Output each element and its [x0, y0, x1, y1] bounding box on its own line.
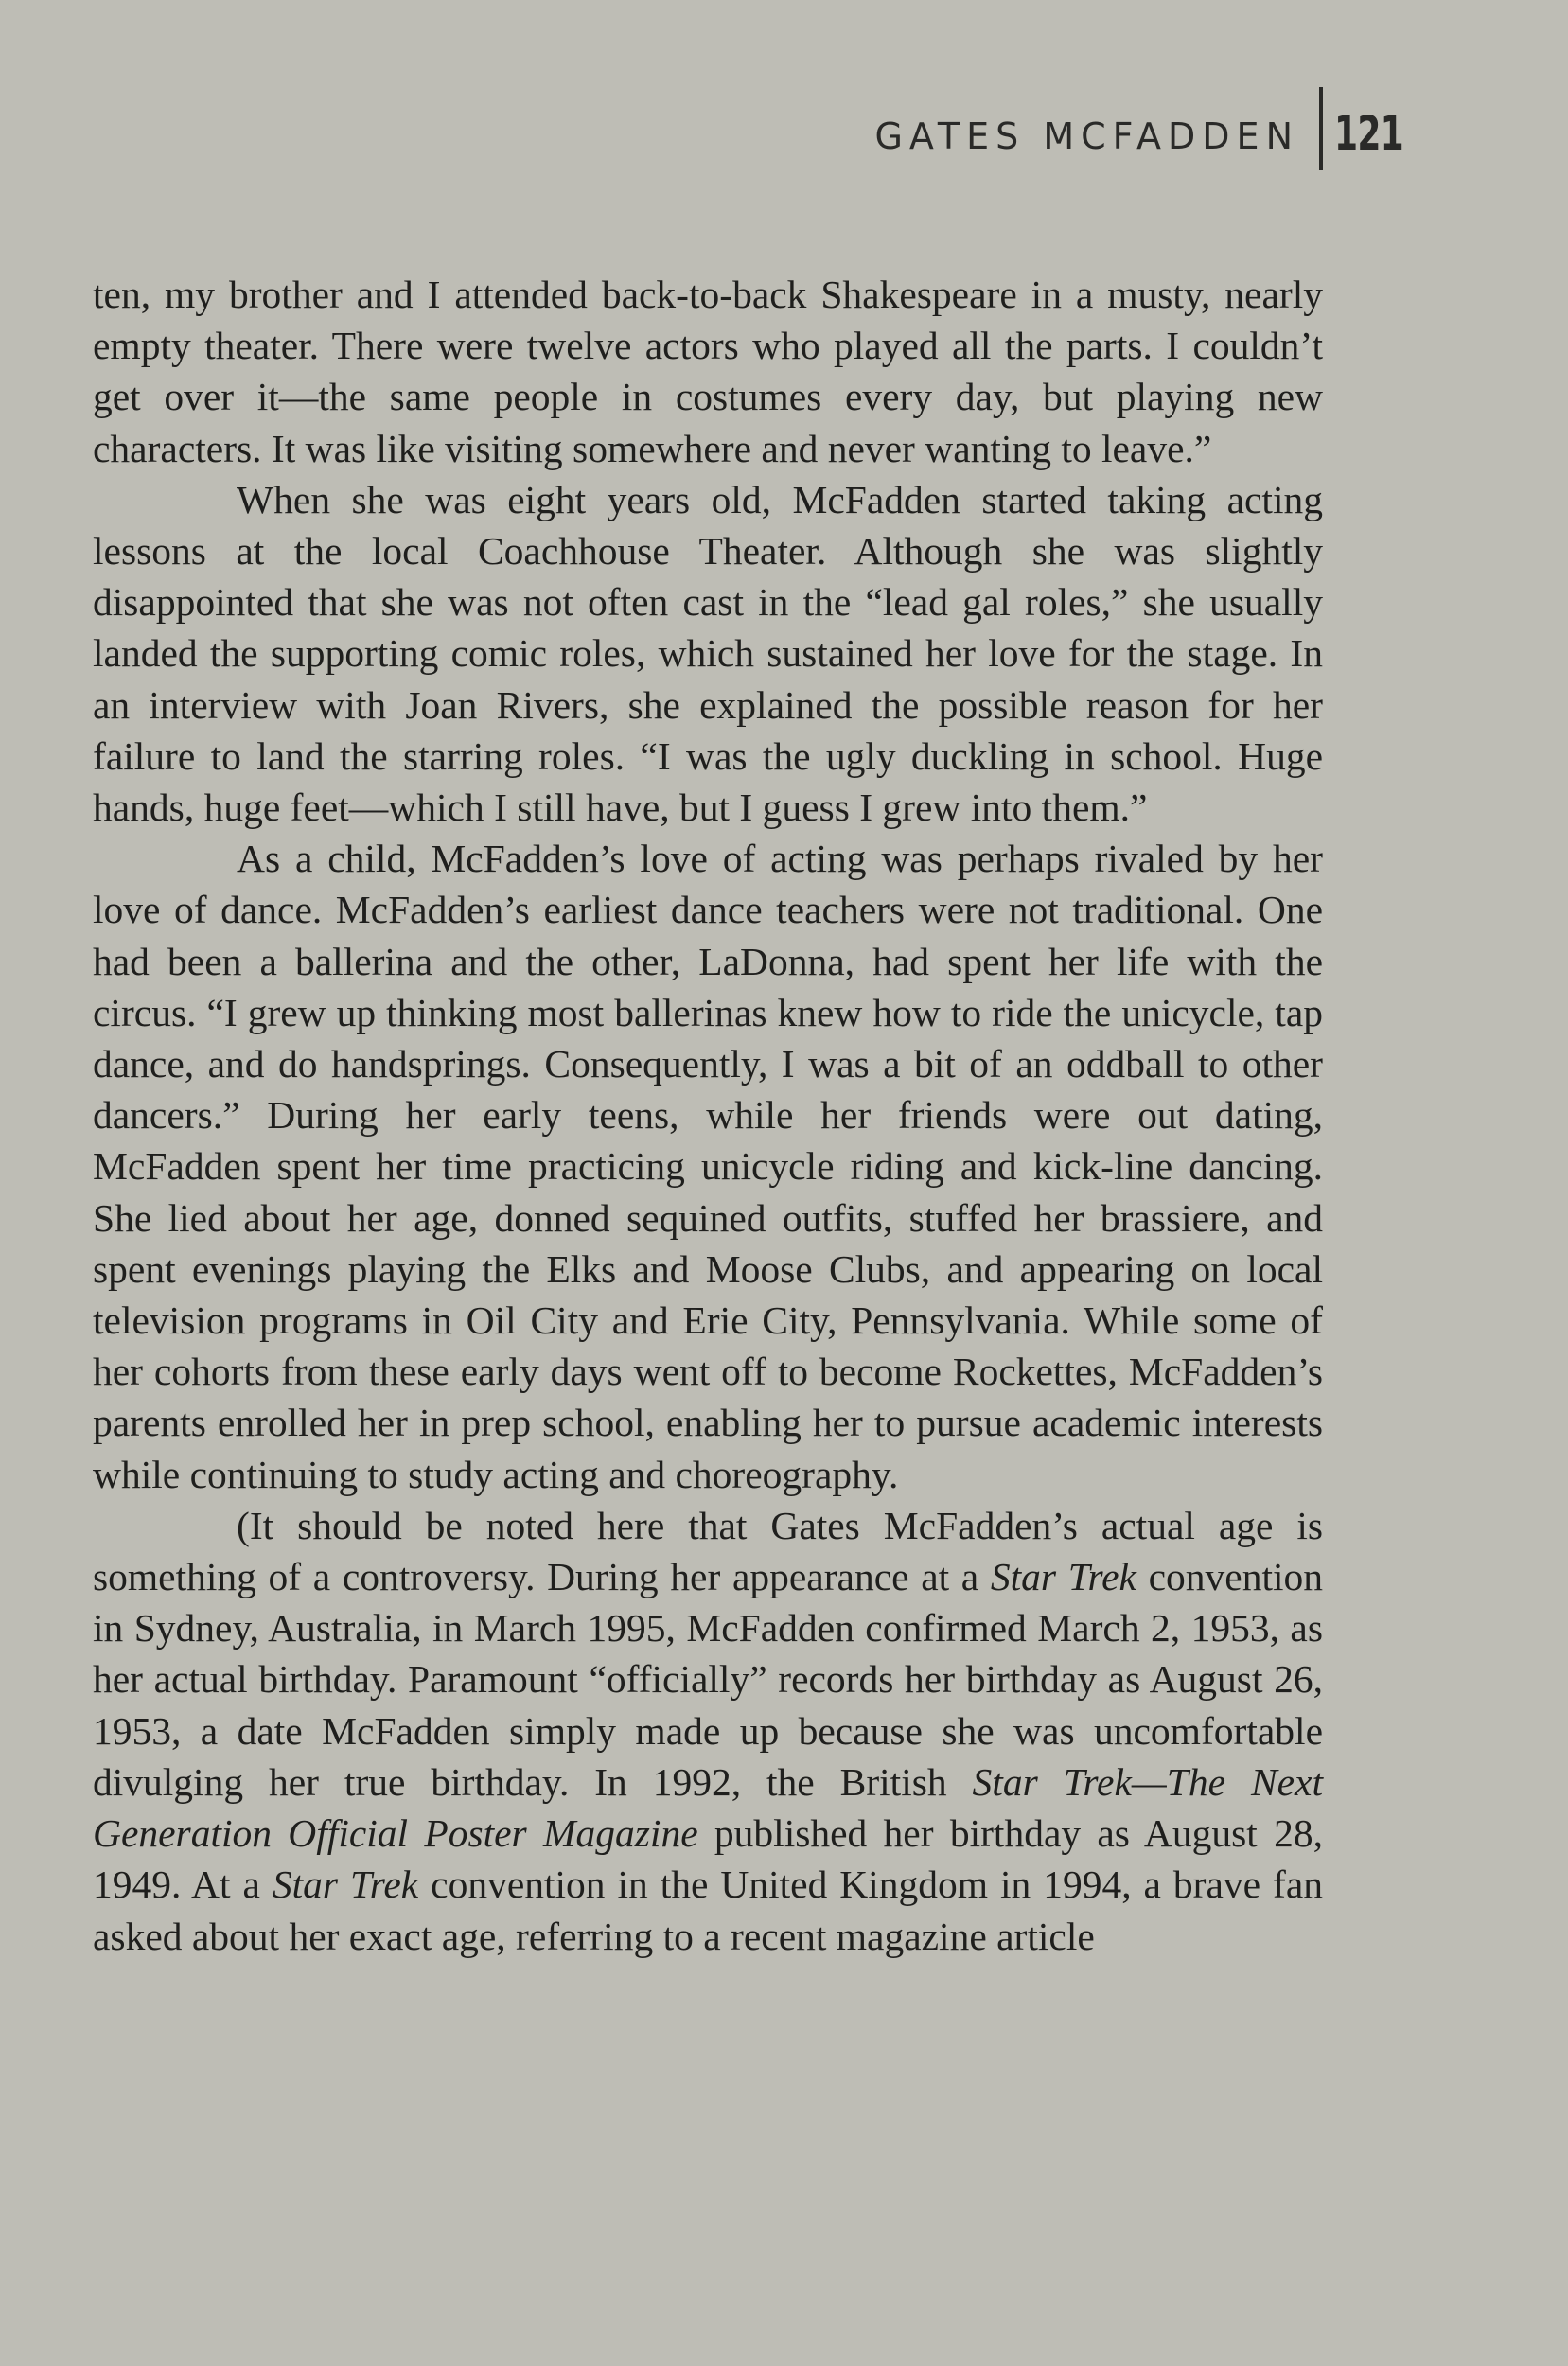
paragraph-p2 — [93, 474, 1323, 833]
paragraph-p4 — [93, 1500, 1323, 1962]
text-run: (It should be noted here that Gates McFadden’s actual age is something of a controversy. During her appearance at a — [93, 1503, 1323, 1599]
running-head-title: GATES MCFADDEN — [874, 115, 1299, 157]
running-head-divider — [1319, 87, 1323, 170]
italic-title: Star Trek—The Next Generation Official Poster Magazine — [93, 1759, 1323, 1856]
text-run: published her birthday as August 28, 1949. At a — [93, 1811, 1323, 1907]
page-number: 121 — [1334, 106, 1403, 161]
text-run: convention in Sydney, Australia, in March 1995, McFadden confirmed March 2, 1953, as her actual birthday. Paramount “officially” records her birthday as August 26, 1953, a date McFadden simply made up because she was uncomfortable divulging her true birthday. In 1992, the British — [93, 1555, 1324, 1804]
body-text — [93, 269, 1323, 1962]
text-run: As a child, McFadden’s love of acting was perhaps rivaled by her love of dance. McFadden’s earliest dance teachers were not traditional. One had been a ballerina and the other, LaDonna, had spent her life with the circus. “I grew up thinking most ballerinas knew how to ride the unicycle, tap dance, and do handsprings. Consequently, I was a bit of an oddball to other dancers.” During her early teens, while her friends were out dating, McFadden spent her time practicing unicycle riding and kick-line dancing. She lied about her age, donned sequined outfits, stuffed her brassiere, and spent evenings playing the Elks and Moose Clubs, and appearing on local television programs in Oil City and Erie City, Pennsylvania. While some of her cohorts from these early days went off to become Rockettes, McFadden’s parents enrolled her in prep school, enabling her to pursue academic interests while continuing to study acting and choreography. — [93, 837, 1323, 1496]
paragraph-p3 — [93, 833, 1323, 1500]
text-run: When she was eight years old, McFadden started taking acting lessons at the local Coachhouse Theater. Although she was slightly disappointed that she was not often cast in the “lead gal roles,” she usually landed the supporting comic roles, which sustained her love for the stage. In an interview with Joan Rivers, she explained the possible reason for her failure to land the starring roles. “I was the ugly duckling in school. Huge hands, huge feet—which I still have, but I guess I grew into them.” — [93, 477, 1323, 830]
text-run: convention in the United Kingdom in 1994, a brave fan asked about her exact age, referring to a recent magazine article — [93, 1863, 1323, 1958]
text-run: ten, my brother and I attended back-to-back Shakespeare in a musty, nearly empty theater. There were twelve actors who played all the parts. I couldn’t get over it—the same people in costumes every day, but playing new characters. It was like visiting somewhere and never wanting to leave.” — [93, 273, 1323, 470]
running-head — [93, 87, 1403, 163]
paragraph-p1 — [93, 269, 1323, 474]
italic-title: Star Trek — [990, 1555, 1136, 1599]
italic-title: Star Trek — [272, 1863, 419, 1907]
